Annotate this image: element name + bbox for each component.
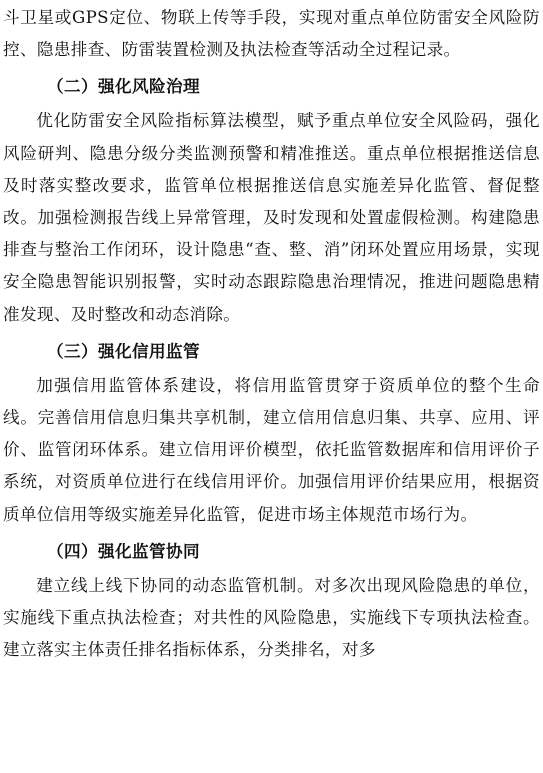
section-paragraph-credit-supervision: 加强信用监管体系建设，将信用监管贯穿于资质单位的整个生命线。完善信用信息归集共享机制，建立信用信息归集、共享、应用、评价、监管闭环体系。建立信用评价模型，依托监管数据库和信用评价子系统，对资质单位进行在线信用评价。加强信用评价结果应用，根据资质单位信用等级实施差异化监管，促进市场主体规范市场行为。	[3, 375, 540, 524]
intro-paragraph: 斗卫星或GPS定位、物联上传等手段，实现对重点单位防雷安全风险防控、隐患排查、防雷装置检测及执法检查等活动全过程记录。	[3, 8, 540, 60]
document-body	[3, 0, 540, 666]
section-paragraph-risk-governance: 优化防雷安全风险指标算法模型，赋予重点单位安全风险码，强化风险研判、隐患分级分类监测预警和精准推送。重点单位根据推送信息及时落实整改要求，监管单位根据推送信息实施差异化监管、督促整改。加强检测报告线上异常管理，及时发现和处置虚假检测。构建隐患排查与整治工作闭环，设计隐患“查、整、消”闭环处置应用场景，实现安全隐患智能识别报警，实时动态跟踪隐患治理情况，推进问题隐患精准发现、及时整改和动态消除。	[3, 111, 540, 324]
section-heading-supervision-coordination: （四）强化监管协同	[47, 541, 200, 561]
section-heading-credit-supervision: （三）强化信用监管	[47, 341, 200, 361]
section-heading-risk-governance: （二）强化风险治理	[47, 77, 200, 97]
section-paragraph-supervision-coordination: 建立线上线下协同的动态监管机制。对多次出现风险隐患的单位，实施线下重点执法检查；对共性的风险隐患，实施线下专项执法检查。建立落实主体责任排名指标体系，分类排名，对多	[3, 575, 540, 660]
